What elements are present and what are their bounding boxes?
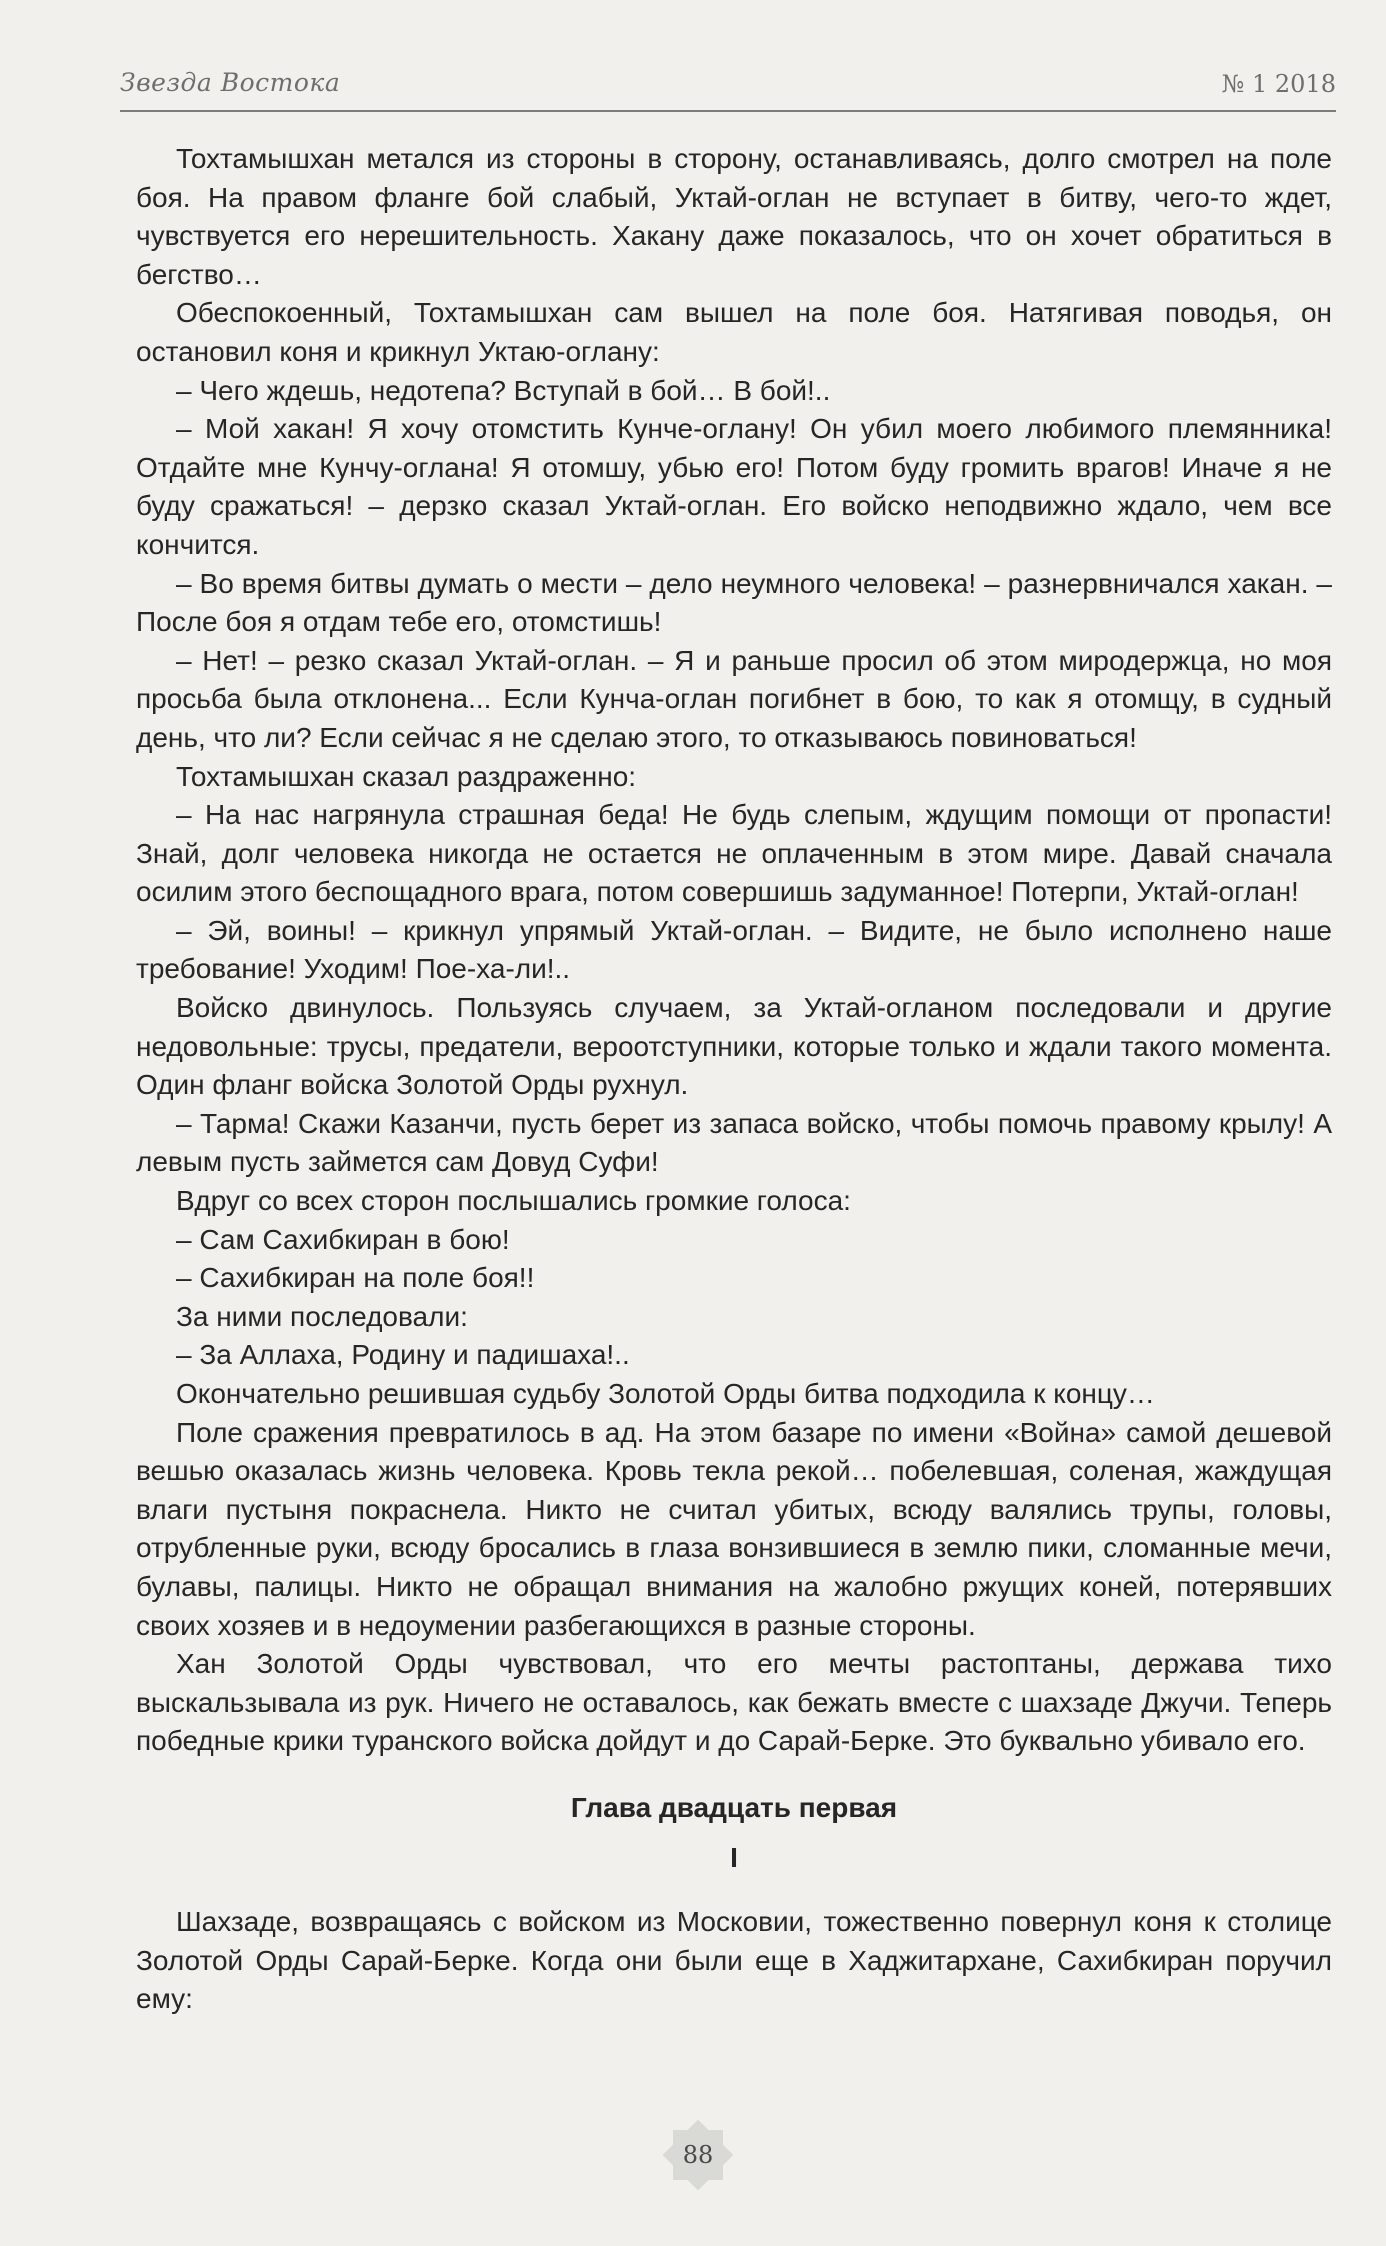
paragraph: За ними последовали: bbox=[176, 1300, 468, 1332]
page-number-ornament bbox=[663, 2120, 733, 2190]
paragraph: Обеспокоенный, Тохтамышхан сам вышел на поле боя. Натягивая поводья, он остановил коня и крикнул Уктаю-оглану: bbox=[136, 297, 1332, 367]
paragraph: – Мой хакан! Я хочу отомстить Кунче-оглану! Он убил моего любимого племянника! Отдайте мне Кунчу-оглана! Я отомшу, убью его! Потом буду громить врагов! Иначе я не буду сражаться! – дерзко сказал Уктай-оглан. Его войско неподвижно ждало, чем все кончится. bbox=[136, 413, 1332, 560]
page-body bbox=[136, 140, 1332, 2019]
paragraph: – За Аллаха, Родину и падишаха!.. bbox=[176, 1339, 630, 1371]
paragraph: – Сам Сахибкиран в бою! bbox=[176, 1223, 510, 1255]
paragraph: Хан Золотой Орды чувствовал, что его мечты растоптаны, держава тихо выскальзывала из рук. Ничего не оставалось, как бежать вместе с шахзаде Джучи. Теперь победные крики туранского войска дойдут и до Сарай-Берке. Это буквально убивало его. bbox=[136, 1648, 1332, 1757]
paragraph: Войско двинулось. Пользуясь случаем, за Уктай-огланом последовали и другие недовольные: трусы, предатели, вероотступники, которые только и ждали такого момента. Один фланг войска Золотой Орды рухнул. bbox=[136, 992, 1332, 1101]
paragraph: Шахзаде, возвращаясь с войском из Московии, тожественно повернул коня к столице Золотой Орды Сарай-Берке. Когда они были еще в Хаджитархане, Сахибкиран поручил ему: bbox=[136, 1905, 1332, 2015]
issue-number: № 1 2018 bbox=[1221, 70, 1336, 98]
paragraph: – Сахибкиран на поле боя!! bbox=[176, 1262, 535, 1294]
paragraph: – Тарма! Скажи Казанчи, пусть берет из запаса войско, чтобы помочь правому крылу! А левым пусть займется сам Довуд Суфи! bbox=[136, 1107, 1332, 1178]
paragraph: – Нет! – резко сказал Уктай-оглан. – Я и раньше просил об этом миродержца, но моя просьба была отклонена... Если Кунча-оглан погибнет в бою, то как я отомщу, в судный день, что ли? Если сейчас я не сделаю этого, то отказываюсь повиноваться! bbox=[136, 644, 1332, 753]
paragraph: – На нас нагрянула страшная беда! Не будь слепым, ждущим помощи от пропасти! Знай, долг человека никогда не остается не оплаченным в этом мире. Давай сначала осилим этого беспощадного врага, потом совершишь задуманное! Потерпи, Уктай-оглан! bbox=[136, 799, 1332, 908]
page-number: 88 bbox=[682, 2141, 714, 2169]
paragraph: – Чего ждешь, недотепа? Вступай в бой… В бой!.. bbox=[176, 374, 831, 406]
paragraph: Окончательно решившая судьбу Золотой Орды битва подходила к концу… bbox=[176, 1378, 1155, 1409]
running-header bbox=[120, 62, 1336, 112]
section-number: I bbox=[730, 1841, 738, 1873]
paragraph: Поле сражения превратилось в ад. На этом базаре по имени «Война» самой дешевой вешью оказалась жизнь человека. Кровь текла рекой… побелевшая, соленая, жаждущая влаги пустыня покраснела. Никто не считал убитых, всюду валялись трупы, головы, отрубленные руки, всюду бросались в глаза вонзившиеся в землю пики, сломанные мечи, булавы, палицы. Никто не обращал внимания на жалобно ржущих коней, потерявших своих хозяев и в недоумении разбегающихся в разные стороны. bbox=[136, 1416, 1332, 1641]
paragraph: – Эй, воины! – крикнул упрямый Уктай-оглан. – Видите, не было исполнено наше требование! Уходим! Пое-ха-ли!.. bbox=[136, 914, 1332, 985]
paragraph: Тохтамышхан сказал раздраженно: bbox=[176, 760, 637, 792]
paragraph: Вдруг со всех сторон послышались громкие голоса: bbox=[176, 1185, 851, 1217]
paragraph: Тохтамышхан метался из стороны в сторону, останавливаясь, долго смотрел на поле боя. На правом фланге бой слабый, Уктай-оглан не вступает в битву, чего-то ждет, чувствуется его нерешительность. Хакану даже показалось, что он хочет обратиться в бегство… bbox=[136, 143, 1332, 290]
paragraph: – Во время битвы думать о мести – дело неумного человека! – разнервничался хакан. – После боя я отдам тебе его, отомстишь! bbox=[136, 567, 1332, 638]
chapter-title: Глава двадцать первая bbox=[570, 1791, 898, 1823]
journal-title: Звезда Востока bbox=[120, 68, 341, 97]
